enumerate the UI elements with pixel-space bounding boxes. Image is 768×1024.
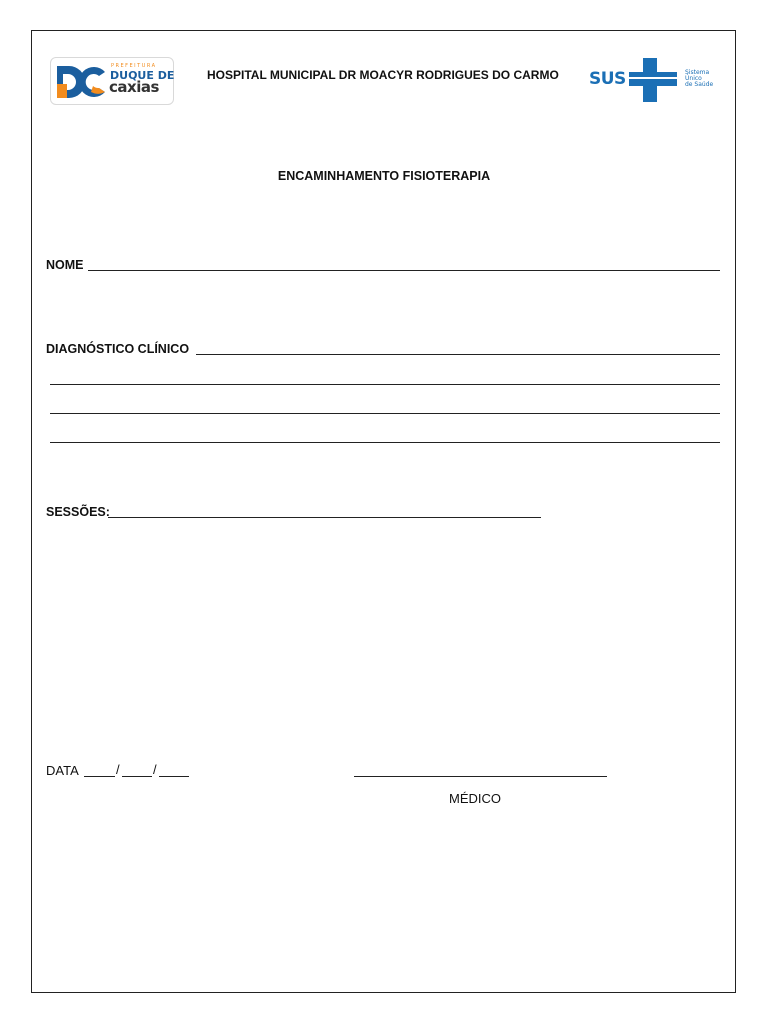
dc-mark-icon [55,62,111,102]
diagnosis-line-3 [50,413,720,414]
signature-label: MÉDICO [449,791,501,806]
diagnosis-line-1 [196,354,720,355]
sus-line1-text: Sistema [685,69,710,76]
logo-duque-text: DUQUE DE [110,69,175,82]
duque-de-caxias-logo [50,57,174,105]
date-separator-1: / [116,762,120,777]
logo-caxias-text: caxias [109,78,159,96]
diagnosis-line-2 [50,384,720,385]
date-year-line [159,776,189,777]
logo-prefeitura-text: PREFEITURA [111,63,157,69]
sus-acronym-text: SUS [589,69,626,89]
sus-logo [587,56,717,104]
diagnosis-line-4 [50,442,720,443]
signature-line [354,776,607,777]
sessions-line [108,517,541,518]
date-day-line [84,776,115,777]
sus-line2-text: Único [685,75,702,82]
name-label: NOME [46,258,84,272]
sus-cross-icon [625,56,681,104]
diagnosis-label: DIAGNÓSTICO CLÍNICO [46,342,190,356]
date-separator-2: / [153,762,157,777]
hospital-name: HOSPITAL MUNICIPAL DR MOACYR RODRIGUES DO CARMO [207,68,559,82]
date-month-line [122,776,152,777]
sessions-label: SESSÕES: [46,505,110,519]
date-label: DATA [46,763,79,778]
sus-line3-text: de Saúde [685,81,714,88]
form-title: ENCAMINHAMENTO FISIOTERAPIA [277,169,491,183]
name-line [88,270,720,271]
